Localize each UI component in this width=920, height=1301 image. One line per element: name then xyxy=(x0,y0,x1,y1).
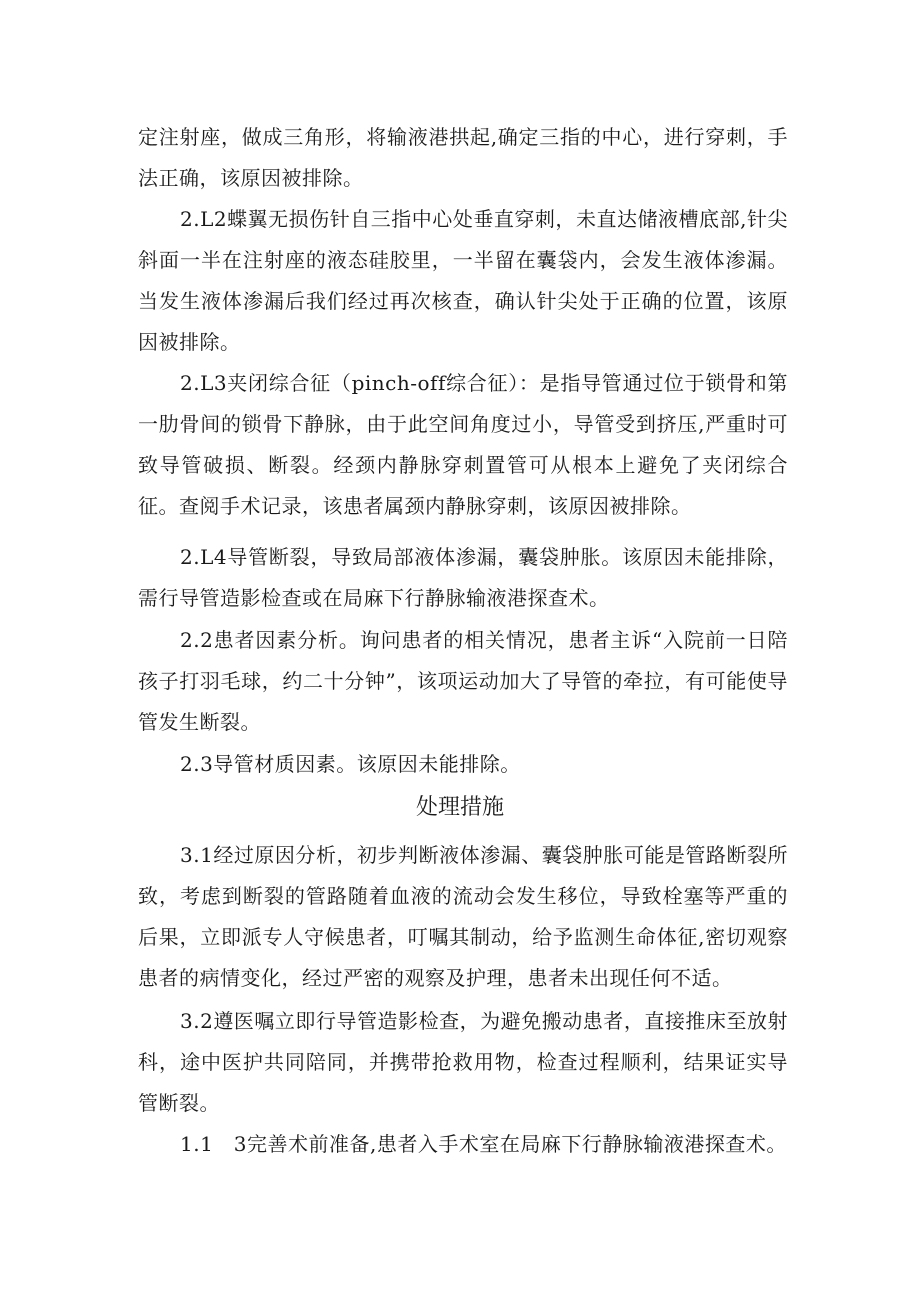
paragraph-2-l3-pinch-off: 2.L3夹闭综合征（pinch-off综合征）：是指导管通过位于锁骨和第一肋骨间的锁骨下静脉，由于此空间角度过小，导管受到挤压,严重时可致导管破损、断裂。经颈内静脉穿刺置管可从根本上避免了夹闭综合征。查阅手术记录，该患者属颈内静脉穿刺，该原因被排除。 xyxy=(138,371,788,518)
section-heading: 处理措施 xyxy=(415,795,504,820)
paragraph-continued-palpation: 定注射座，做成三角形，将输液港拱起,确定三指的中心，进行穿刺，手法正确，该原因被排除。 xyxy=(138,125,788,190)
paragraph-2-l4-catheter-break: 2.L4导管断裂，导致局部液体渗漏，囊袋肿胀。该原因未能排除，需行导管造影检查或在局麻下行静脉输液港探查术。 xyxy=(138,545,788,610)
paragraph-3-2-angiography: 3.2遵医嘱立即行导管造影检查，为避免搬动患者，直接推床至放射科，途中医护共同陪同，并携带抢救用物，检查过程顺利，结果证实导管断裂。 xyxy=(138,1009,788,1115)
paragraph-2-2-patient-factors: 2.2患者因素分析。询问患者的相关情况，患者主诉“入院前一日陪孩子打羽毛球，约二十分钟”，该项运动加大了导管的牵拉，有可能使导管发生断裂。 xyxy=(138,628,788,734)
paragraph-2-l2-needle: 2.L2蝶翼无损伤针自三指中心处垂直穿刺，未直达储液槽底部,针尖斜面一半在注射座的液态硅胶里，一半留在囊袋内，会发生液体渗漏。当发生液体渗漏后我们经过再次核查，确认针尖处于正确的位置，该原因被排除。 xyxy=(138,207,788,354)
paragraph-1-1-preparation: 1.1 3完善术前准备,患者入手术室在局麻下行静脉输液港探查术。 xyxy=(180,1132,787,1156)
paragraph-2-3-material: 2.3导管材质因素。该原因未能排除。 xyxy=(180,752,521,776)
paragraph-3-1-analysis: 3.1经过原因分析，初步判断液体渗漏、囊袋肿胀可能是管路断裂所致，考虑到断裂的管路随着血液的流动会发生移位，导致栓塞等严重的后果，立即派专人守候患者，叮嘱其制动，给予监测生命体征,密切观察患者的病情变化，经过严密的观察及护理，患者未出现任何不适。 xyxy=(138,843,788,990)
